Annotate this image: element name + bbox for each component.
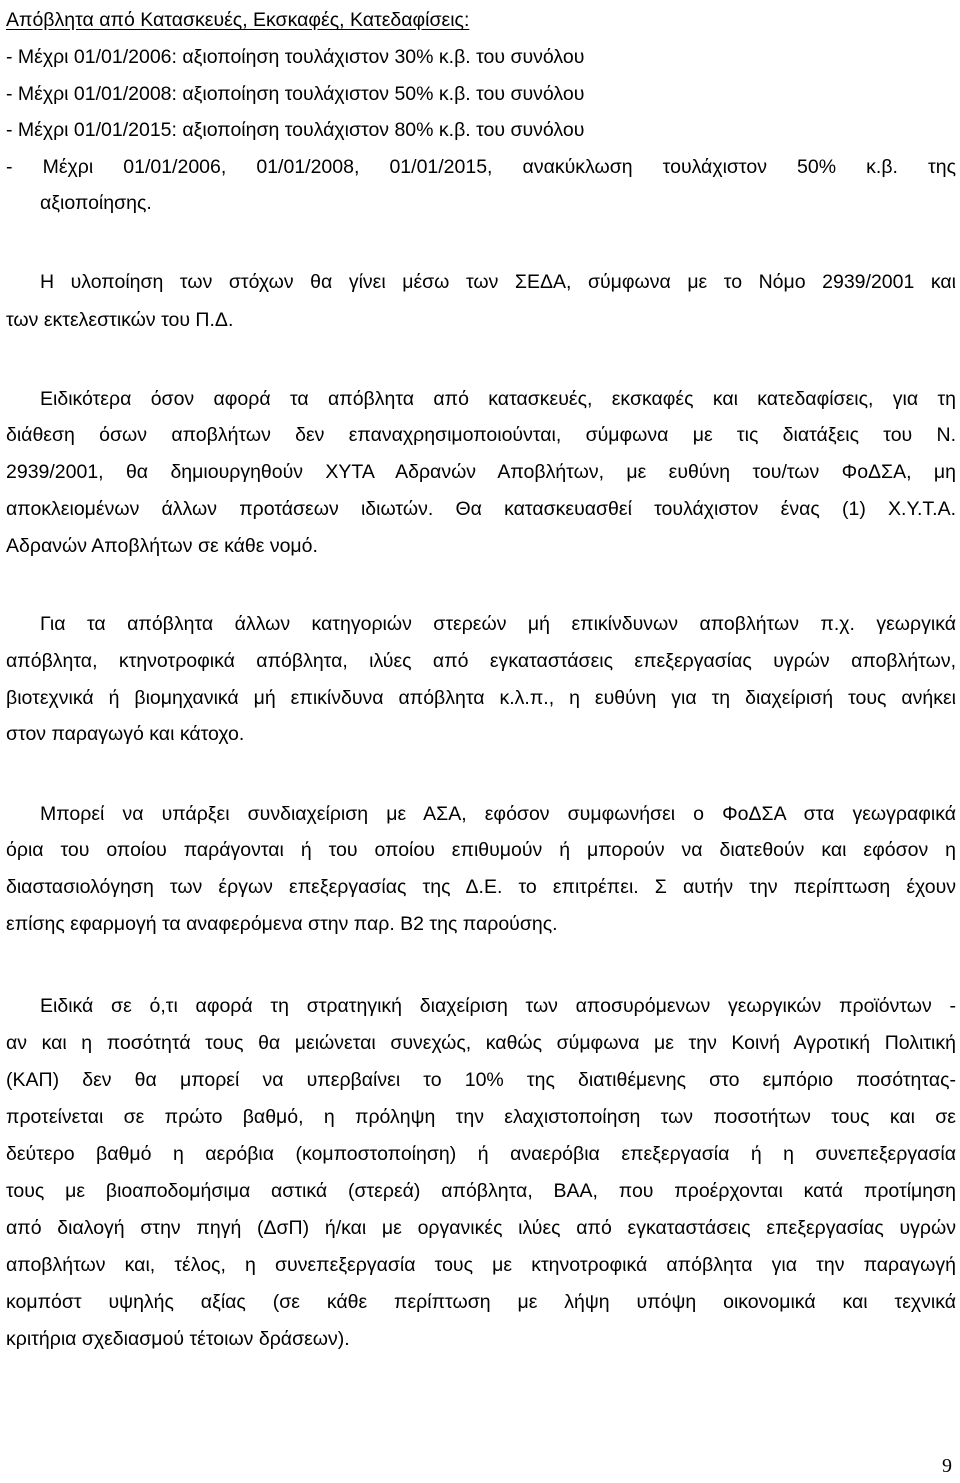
- paragraph-line: απόβλητα, κτηνοτροφικά απόβλητα, ιλύες από εγκαταστάσεις επεξεργασίας υγρών αποβλήτων,: [6, 650, 956, 672]
- paragraph-line: αποκλειομένων άλλων προτάσεων ιδιωτών. Θα κατασκευασθεί τουλάχιστον ένας (1) Χ.Υ.Τ.Α.: [6, 498, 956, 520]
- paragraph-line: διάθεση όσων αποβλήτων δεν επαναχρησιμοποιούνται, σύμφωνα με τις διατάξεις του Ν.: [6, 424, 956, 446]
- page-number: 9: [942, 1455, 952, 1477]
- bullet-line: - Μέχρι 01/01/2006, 01/01/2008, 01/01/2015, ανακύκλωση τουλάχιστον 50% κ.β. της: [6, 156, 956, 178]
- paragraph-line: προτείνεται σε πρώτο βαθμό, η πρόληψη την ελαχιστοποίηση των ποσοτήτων τους και σε: [6, 1106, 956, 1128]
- paragraph-line: Για τα απόβλητα άλλων κατηγοριών στερεών μή επικίνδυνων αποβλήτων π.χ. γεωργικά: [40, 613, 956, 635]
- paragraph-line: Ειδικά σε ό,τι αφορά τη στρατηγική διαχείριση των αποσυρόμενων γεωργικών προϊόντων -: [40, 995, 956, 1017]
- paragraph-line: στον παραγωγό και κάτοχο.: [6, 723, 245, 745]
- paragraph-line: κριτήρια σχεδιασμού τέτοιων δράσεων).: [6, 1328, 350, 1350]
- paragraph-line: αποβλήτων και, τέλος, η συνεπεξεργασία τους με κτηνοτροφικά απόβλητα για την παραγωγή: [6, 1254, 956, 1276]
- paragraph-line: επίσης εφαρμογή τα αναφερόμενα στην παρ. Β2 της παρούσης.: [6, 913, 558, 935]
- paragraph-line: (ΚΑΠ) δεν θα μπορεί να υπερβαίνει το 10% της διατιθέμενης στο εμπόριο ποσότητας-: [6, 1069, 956, 1091]
- paragraph-line: βιοτεχνικά ή βιομηχανικά μή επικίνδυνα απόβλητα κ.λ.π., η ευθύνη για τη διαχείρισή τους ανήκει: [6, 687, 956, 709]
- bullet-line: - Μέχρι 01/01/2006: αξιοποίηση τουλάχιστον 30% κ.β. του συνόλου: [6, 46, 585, 68]
- bullet-line: - Μέχρι 01/01/2008: αξιοποίηση τουλάχιστον 50% κ.β. του συνόλου: [6, 83, 585, 105]
- paragraph-line: αν και η ποσότητά τους θα μειώνεται συνεχώς, καθώς σύμφωνα με την Κοινή Αγροτική Πολιτική: [6, 1032, 956, 1054]
- paragraph-line: 2939/2001, θα δημιουργηθούν ΧΥΤΑ Αδρανών Αποβλήτων, με ευθύνη του/των ΦοΔΣΑ, μη: [6, 461, 956, 483]
- paragraph-line: Η υλοποίηση των στόχων θα γίνει μέσω των ΣΕΔΑ, σύμφωνα με το Νόμο 2939/2001 και: [40, 271, 956, 293]
- paragraph-line: Ειδικότερα όσον αφορά τα απόβλητα από κατασκευές, εκσκαφές και κατεδαφίσεις, για τη: [40, 388, 956, 410]
- section-heading: Απόβλητα από Κατασκευές, Εκσκαφές, Κατεδαφίσεις:: [6, 9, 470, 31]
- paragraph-line: όρια του οποίου παράγονται ή του οποίου επιθυμούν ή μπορούν να διατεθούν και εφόσον η: [6, 839, 956, 861]
- paragraph-line: κομπόστ υψηλής αξίας (σε κάθε περίπτωση με λήψη υπόψη οικονομικά και τεχνικά: [6, 1291, 956, 1313]
- paragraph-line: δεύτερο βαθμό η αερόβια (κομποστοποίηση) ή αναερόβια επεξεργασία ή η συνεπεξεργασία: [6, 1143, 956, 1165]
- paragraph-line: Αδρανών Αποβλήτων σε κάθε νομό.: [6, 535, 318, 557]
- paragraph-line: Μπορεί να υπάρξει συνδιαχείριση με ΑΣΑ, εφόσον συμφωνήσει ο ΦοΔΣΑ στα γεωγραφικά: [40, 803, 956, 825]
- bullet-line: αξιοποίησης.: [40, 192, 152, 214]
- paragraph-line: τους με βιοαποδομήσιμα αστικά (στερεά) απόβλητα, ΒΑΑ, που προέρχονται κατά προτίμηση: [6, 1180, 956, 1202]
- paragraph-line: από διαλογή στην πηγή (ΔσΠ) ή/και με οργανικές ιλύες από εγκαταστάσεις επεξεργασίας υγρών: [6, 1217, 956, 1239]
- paragraph-line: διαστασιολόγηση των έργων επεξεργασίας της Δ.Ε. το επιτρέπει. Σ αυτήν την περίπτωση έχουν: [6, 876, 956, 898]
- bullet-line: - Μέχρι 01/01/2015: αξιοποίηση τουλάχιστον 80% κ.β. του συνόλου: [6, 119, 585, 141]
- paragraph-line: των εκτελεστικών του Π.Δ.: [6, 309, 234, 331]
